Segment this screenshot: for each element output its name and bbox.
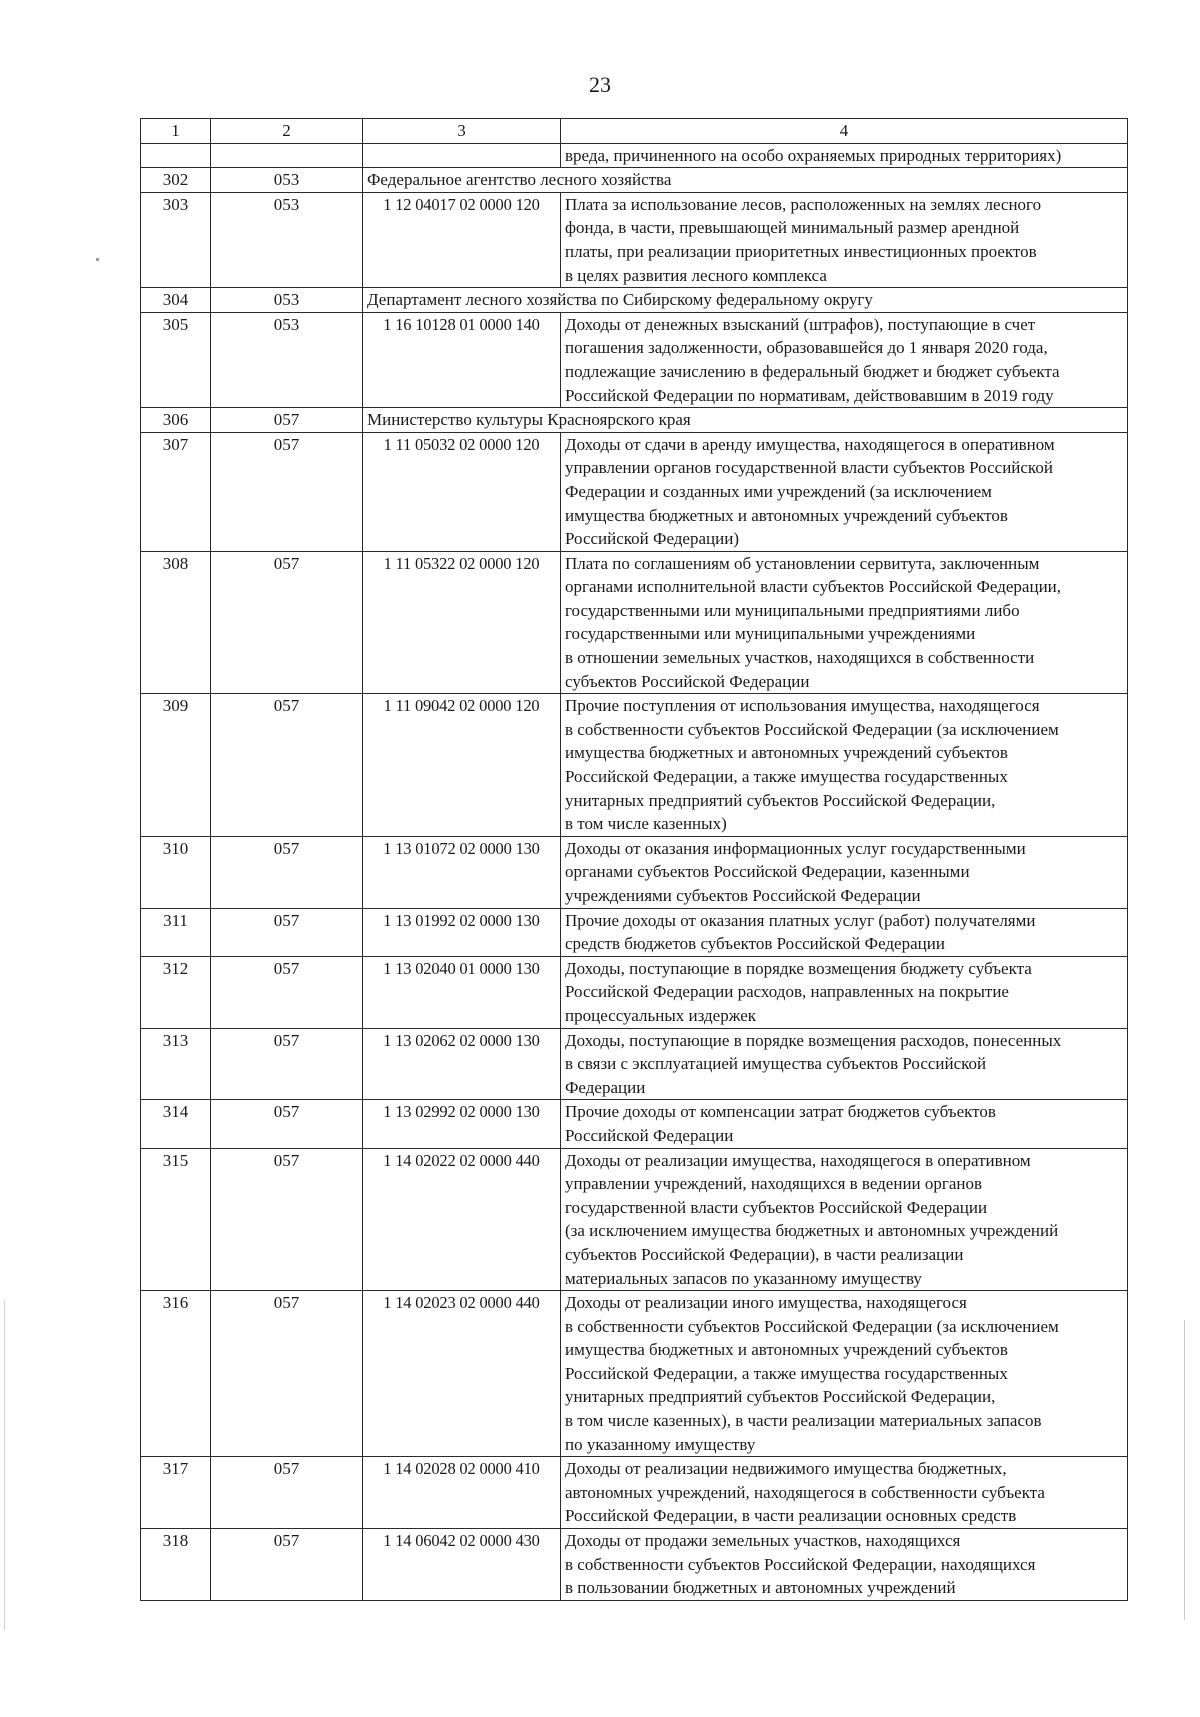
row-number: 317 (141, 1457, 211, 1529)
table-row (141, 1457, 1128, 1529)
row-number: 318 (141, 1529, 211, 1601)
income-description (561, 312, 1128, 407)
table-row (141, 694, 1128, 837)
table-row (141, 956, 1128, 1028)
description-line: платы, при реализации приоритетных инвестиционных проектов (565, 241, 1037, 261)
table-row (141, 1148, 1128, 1291)
budget-classification-code: 1 14 02022 02 0000 440 (363, 1148, 561, 1291)
description-line: Плата по соглашениям об установлении сервитута, заключенным (565, 553, 1040, 573)
header-col-4: 4 (561, 119, 1128, 144)
income-description (561, 1291, 1128, 1457)
description-line: в том числе казенных) (565, 814, 727, 834)
row-number: 315 (141, 1148, 211, 1291)
income-description (561, 1529, 1128, 1601)
description-line: Прочие доходы от оказания платных услуг (работ) получателями (565, 910, 1036, 930)
budget-classification-code: 1 14 06042 02 0000 430 (363, 1529, 561, 1601)
table-row (141, 312, 1128, 407)
description-line: Доходы, поступающие в порядке возмещения расходов, понесенных (565, 1030, 1062, 1050)
description-line: Федерации и созданных ими учреждений (за исключением (565, 481, 992, 501)
table-row (141, 408, 1128, 433)
description-line: органами исполнительной власти субъектов Российской Федерации, (565, 577, 1062, 597)
description-line: подлежащие зачислению в федеральный бюджет и бюджет субъекта (565, 361, 1060, 381)
income-description (561, 694, 1128, 837)
description-line: субъектов Российской Федерации (565, 671, 810, 691)
admin-code: 057 (211, 1529, 363, 1601)
agency-name: Департамент лесного хозяйства по Сибирскому федеральному округу (363, 288, 1128, 313)
admin-code: 057 (211, 1457, 363, 1529)
description-line: в собственности субъектов Российской Федерации, находящихся (565, 1554, 1036, 1574)
income-description (561, 192, 1128, 287)
table-row (141, 1529, 1128, 1601)
description-line: государственными или муниципальными учреждениями (565, 624, 976, 644)
row-number: 307 (141, 432, 211, 551)
description-line: Прочие поступления от использования имущества, находящегося (565, 696, 1040, 716)
table-row (141, 432, 1128, 551)
description-line: Плата за использование лесов, расположенных на землях лесного (565, 194, 1042, 214)
admin-code: 053 (211, 168, 363, 193)
description-line: средств бюджетов субъектов Российской Федерации (565, 934, 945, 954)
budget-classification-code: 1 11 05322 02 0000 120 (363, 551, 561, 694)
admin-code: 057 (211, 1100, 363, 1148)
row-number: 309 (141, 694, 211, 837)
description-line: унитарных предприятий субъектов Российской Федерации, (565, 790, 996, 810)
row-number: 316 (141, 1291, 211, 1457)
description-line: в пользовании бюджетных и автономных учреждений (565, 1578, 956, 1598)
table-row (141, 192, 1128, 287)
income-description (561, 1457, 1128, 1529)
income-description (561, 908, 1128, 956)
description-line: Доходы от реализации недвижимого имущества бюджетных, (565, 1459, 1007, 1479)
description-line: Доходы от реализации имущества, находящегося в оперативном (565, 1150, 1031, 1170)
row-number: 313 (141, 1028, 211, 1100)
row-number: 311 (141, 908, 211, 956)
budget-classification-code: 1 12 04017 02 0000 120 (363, 192, 561, 287)
description-line: в собственности субъектов Российской Федерации (за исключением (565, 719, 1059, 739)
page-number: 23 (589, 72, 611, 97)
income-codes-table (140, 118, 1128, 1601)
description-line: Федерации (565, 1077, 646, 1097)
admin-code: 053 (211, 288, 363, 313)
description-line: учреждениями субъектов Российской Федерации (565, 886, 921, 905)
description-line: Доходы от денежных взысканий (штрафов), поступающие в счет (565, 314, 1036, 334)
description-line: Доходы от продажи земельных участков, находящихся (565, 1531, 961, 1551)
description-line: Доходы от реализации иного имущества, находящегося (565, 1293, 967, 1313)
description-line: (за исключением имущества бюджетных и автономных учреждений (565, 1221, 1059, 1241)
admin-code: 057 (211, 408, 363, 433)
description-line: процессуальных издержек (565, 1005, 757, 1025)
row-number: 304 (141, 288, 211, 313)
budget-classification-code: 1 14 02028 02 0000 410 (363, 1457, 561, 1529)
description-line: имущества бюджетных и автономных учреждений субъектов (565, 505, 1008, 525)
budget-classification-code: 1 11 09042 02 0000 120 (363, 694, 561, 837)
budget-classification-code: 1 16 10128 01 0000 140 (363, 312, 561, 407)
budget-classification-code: 1 13 01072 02 0000 130 (363, 836, 561, 908)
admin-code: 057 (211, 1028, 363, 1100)
table-row (141, 1028, 1128, 1100)
description-line: Доходы от сдачи в аренду имущества, находящегося в оперативном (565, 434, 1055, 454)
budget-classification-code: 1 14 02023 02 0000 440 (363, 1291, 561, 1457)
description-line: имущества бюджетных и автономных учреждений субъектов (565, 1340, 1008, 1360)
description-line: имущества бюджетных и автономных учреждений субъектов (565, 743, 1008, 763)
description-line: Доходы от оказания информационных услуг государственными (565, 838, 1026, 858)
income-description (561, 956, 1128, 1028)
continuation-row (141, 143, 1128, 168)
budget-classification-code: 1 11 05032 02 0000 120 (363, 432, 561, 551)
admin-code: 057 (211, 1291, 363, 1457)
description-line: в собственности субъектов Российской Федерации (за исключением (565, 1316, 1059, 1336)
row-number: 302 (141, 168, 211, 193)
description-line: Российской Федерации (565, 1125, 734, 1145)
income-description (561, 836, 1128, 908)
row-number: 314 (141, 1100, 211, 1148)
row-number: 310 (141, 836, 211, 908)
description-line: Доходы, поступающие в порядке возмещения бюджету субъекта (565, 958, 1032, 978)
table-row (141, 1291, 1128, 1457)
description-line: органами субъектов Российской Федерации, казенными (565, 862, 970, 882)
budget-classification-code: 1 13 02062 02 0000 130 (363, 1028, 561, 1100)
admin-code: 057 (211, 1148, 363, 1291)
budget-classification-code: 1 13 02040 01 0000 130 (363, 956, 561, 1028)
row-number: 305 (141, 312, 211, 407)
admin-code: 057 (211, 908, 363, 956)
description-line: управлении органов государственной власти субъектов Российской (565, 458, 1053, 478)
description-line: Российской Федерации) (565, 529, 739, 549)
description-line: Российской Федерации по нормативам, действовавшим в 2019 году (565, 385, 1054, 405)
description-line: в связи с эксплуатацией имущества субъектов Российской (565, 1054, 987, 1074)
row-number: 306 (141, 408, 211, 433)
row-number: 303 (141, 192, 211, 287)
table-row (141, 288, 1128, 313)
income-description (561, 1100, 1128, 1148)
description-line: Российской Федерации, в части реализации основных средств (565, 1506, 1017, 1526)
table-body (141, 119, 1128, 1601)
budget-classification-code: 1 13 01992 02 0000 130 (363, 908, 561, 956)
description-line: государственными или муниципальными предприятиями либо (565, 600, 1020, 620)
scan-artifact (1184, 1320, 1185, 1620)
description-line: фонда, в части, превышающей минимальный размер арендной (565, 218, 1020, 238)
description-line: Прочие доходы от компенсации затрат бюджетов субъектов (565, 1102, 996, 1122)
agency-name: Министерство культуры Красноярского края (363, 408, 1128, 433)
admin-code: 057 (211, 551, 363, 694)
row-number: 312 (141, 956, 211, 1028)
income-description (561, 432, 1128, 551)
admin-code: 057 (211, 956, 363, 1028)
income-description (561, 1148, 1128, 1291)
table-row (141, 168, 1128, 193)
income-description (561, 551, 1128, 694)
description-line: управлении учреждений, находящихся в ведении органов (565, 1174, 983, 1194)
description-line: унитарных предприятий субъектов Российской Федерации, (565, 1387, 996, 1407)
table-row (141, 908, 1128, 956)
description-line: погашения задолженности, образовавшейся до 1 января 2020 года, (565, 338, 1048, 358)
admin-code: 057 (211, 836, 363, 908)
description-line: автономных учреждений, находящегося в собственности субъекта (565, 1482, 1045, 1502)
description-line: материальных запасов по указанному имуществу (565, 1268, 922, 1288)
admin-code: 057 (211, 694, 363, 837)
budget-classification-code: 1 13 02992 02 0000 130 (363, 1100, 561, 1148)
description-line: по указанному имуществу (565, 1434, 756, 1454)
continuation-text: вреда, причиненного на особо охраняемых природных территориях) (561, 143, 1128, 168)
description-line: в том числе казенных), в части реализации материальных запасов (565, 1411, 1042, 1431)
admin-code: 053 (211, 312, 363, 407)
description-line: Российской Федерации расходов, направленных на покрытие (565, 982, 1009, 1002)
admin-code: 057 (211, 432, 363, 551)
header-col-1: 1 (141, 119, 211, 144)
description-line: субъектов Российской Федерации), в части реализации (565, 1244, 964, 1264)
table-header-row (141, 119, 1128, 144)
scan-artifact (4, 1300, 5, 1630)
table-row (141, 1100, 1128, 1148)
agency-name: Федеральное агентство лесного хозяйства (363, 168, 1128, 193)
description-line: в целях развития лесного комплекса (565, 265, 827, 285)
row-number: 308 (141, 551, 211, 694)
header-col-2: 2 (211, 119, 363, 144)
table-row (141, 836, 1128, 908)
admin-code: 053 (211, 192, 363, 287)
table-row (141, 551, 1128, 694)
description-line: Российской Федерации, а также имущества государственных (565, 767, 1008, 787)
description-line: Российской Федерации, а также имущества государственных (565, 1363, 1008, 1383)
header-col-3: 3 (363, 119, 561, 144)
income-description (561, 1028, 1128, 1100)
description-line: в отношении земельных участков, находящихся в собственности (565, 648, 1035, 668)
scan-artifact (96, 258, 99, 261)
description-line: государственной власти субъектов Российской Федерации (565, 1197, 988, 1217)
